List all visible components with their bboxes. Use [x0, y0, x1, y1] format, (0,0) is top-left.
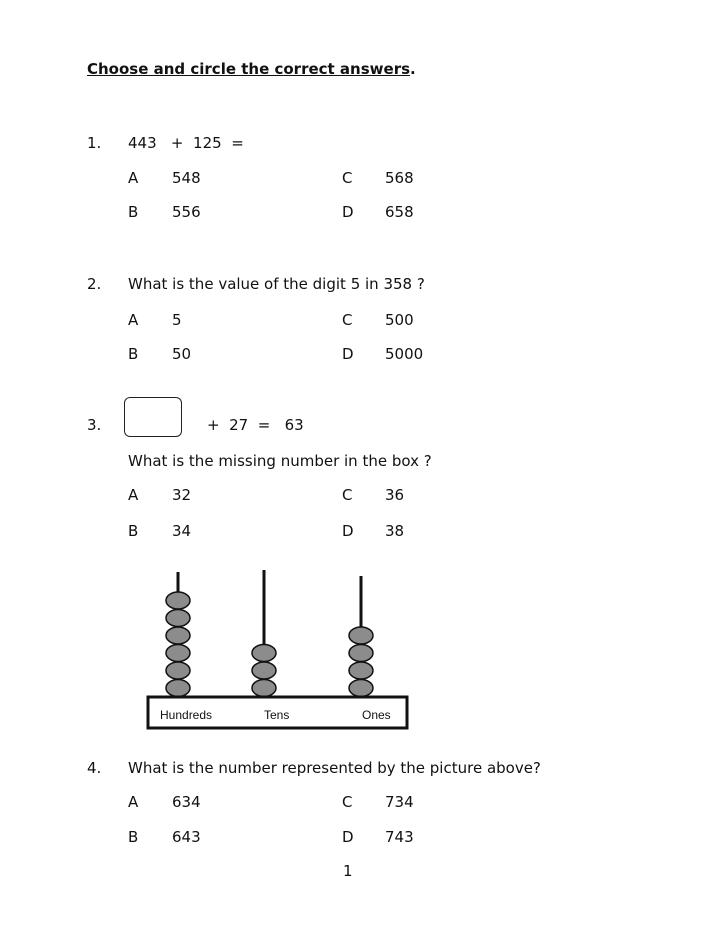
- q1-option-b-letter[interactable]: B: [128, 203, 139, 221]
- q4-option-d-text[interactable]: 743: [385, 828, 414, 846]
- abacus-bead-hundreds: [166, 645, 190, 662]
- abacus-bead-ones: [349, 627, 373, 644]
- q3-option-c-text[interactable]: 36: [385, 486, 405, 504]
- question-2-stem: What is the value of the digit 5 in 358 ?: [128, 275, 425, 293]
- instructions-text: Choose and circle the correct answers: [87, 60, 411, 78]
- question-1-stem: 443 + 125 =: [128, 134, 244, 152]
- question-4-number: 4.: [87, 759, 102, 777]
- question-4-stem: What is the number represented by the picture above?: [128, 759, 541, 777]
- abacus-label-tens: Tens: [264, 708, 290, 722]
- abacus-beads: [166, 592, 373, 697]
- q1-option-d-letter[interactable]: D: [342, 203, 354, 221]
- instructions: [87, 60, 416, 78]
- q2-option-c-text[interactable]: 500: [385, 311, 414, 329]
- q3-option-b-letter[interactable]: B: [128, 522, 139, 540]
- abacus-bead-ones: [349, 645, 373, 662]
- abacus-bead-tens: [252, 680, 276, 697]
- q1-option-b-text[interactable]: 556: [172, 203, 201, 221]
- q1-option-a-text[interactable]: 548: [172, 169, 201, 187]
- q1-option-d-text[interactable]: 658: [385, 203, 414, 221]
- question-3-stem: What is the missing number in the box ?: [128, 452, 432, 470]
- q1-option-a-letter[interactable]: A: [128, 169, 139, 187]
- abacus-bead-hundreds: [166, 627, 190, 644]
- abacus-bead-tens: [252, 645, 276, 662]
- question-3-equation: + 27 = 63: [207, 416, 304, 434]
- q4-option-b-text[interactable]: 643: [172, 828, 201, 846]
- abacus-bead-ones: [349, 662, 373, 679]
- q1-option-c-text[interactable]: 568: [385, 169, 414, 187]
- q2-option-b-letter[interactable]: B: [128, 345, 139, 363]
- q3-option-a-letter[interactable]: A: [128, 486, 139, 504]
- q2-option-b-text[interactable]: 50: [172, 345, 192, 363]
- q3-option-d-letter[interactable]: D: [342, 522, 354, 540]
- q4-option-c-text[interactable]: 734: [385, 793, 414, 811]
- abacus-bead-ones: [349, 680, 373, 697]
- abacus-bead-hundreds: [166, 680, 190, 697]
- q2-option-a-text[interactable]: 5: [172, 311, 182, 329]
- abacus-bead-hundreds: [166, 610, 190, 627]
- abacus-bead-hundreds: [166, 592, 190, 609]
- q2-option-c-letter[interactable]: C: [342, 311, 353, 329]
- abacus-label-hundreds: Hundreds: [160, 708, 213, 722]
- instructions-period: .: [410, 60, 416, 78]
- q3-option-a-text[interactable]: 32: [172, 486, 192, 504]
- q2-option-a-letter[interactable]: A: [128, 311, 139, 329]
- abacus-diagram: [140, 566, 412, 732]
- question-1-number: 1.: [87, 134, 102, 152]
- q3-option-b-text[interactable]: 34: [172, 522, 192, 540]
- page-number: 1: [343, 862, 353, 880]
- q4-option-a-text[interactable]: 634: [172, 793, 201, 811]
- q2-option-d-text[interactable]: 5000: [385, 345, 424, 363]
- abacus-bead-tens: [252, 662, 276, 679]
- q4-option-c-letter[interactable]: C: [342, 793, 353, 811]
- question-3-number: 3.: [87, 416, 102, 434]
- q3-option-d-text[interactable]: 38: [385, 522, 405, 540]
- question-2-number: 2.: [87, 275, 102, 293]
- q3-option-c-letter[interactable]: C: [342, 486, 353, 504]
- q4-option-b-letter[interactable]: B: [128, 828, 139, 846]
- q1-option-c-letter[interactable]: C: [342, 169, 353, 187]
- q2-option-d-letter[interactable]: D: [342, 345, 354, 363]
- abacus-label-ones: Ones: [362, 708, 391, 722]
- q4-option-a-letter[interactable]: A: [128, 793, 139, 811]
- q4-option-d-letter[interactable]: D: [342, 828, 354, 846]
- abacus-bead-hundreds: [166, 662, 190, 679]
- missing-number-box: [124, 397, 182, 437]
